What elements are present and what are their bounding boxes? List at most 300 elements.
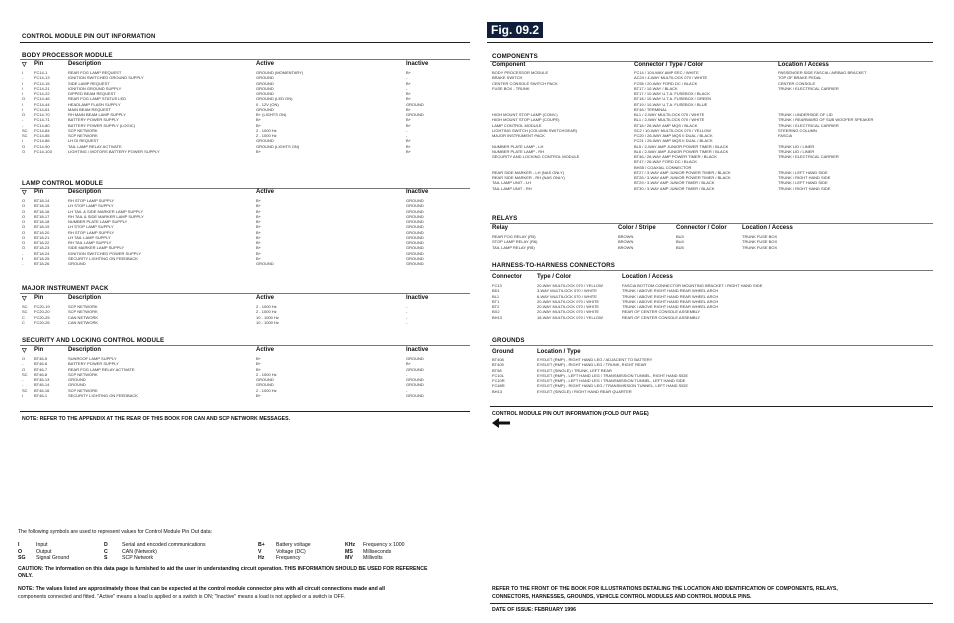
pin-type-cell: I (22, 80, 24, 86)
type-cell: 20-WAY MULTILOCK 070 / WHITE (537, 304, 600, 309)
component-cell: SECURITY AND LOCKING CONTROL MODULE (492, 154, 580, 159)
type-cell: 6-WAY MULTILOCK 070 / WHITE (537, 293, 597, 299)
inactive-cell: B+ (406, 143, 412, 149)
description-cell: GROUND (68, 377, 86, 382)
ground-cell: FC48R (492, 383, 505, 389)
symbol-entry (104, 542, 206, 548)
active-cell: B+ (256, 356, 262, 361)
harness-head-type: Type / Color (537, 274, 572, 280)
mip-title: MAJOR INSTRUMENT PACK (22, 285, 109, 292)
component-cell: HIGH MOUNT STOP LAMP (CONV.) (492, 112, 558, 117)
active-cell: B+ (256, 208, 262, 214)
description-cell: BATTERY POWER SUPPLY (68, 361, 119, 367)
pin-cell: FC14-46 (34, 96, 50, 102)
symbol-code: KHz (345, 542, 356, 548)
inactive-cell: GROUND (406, 213, 424, 219)
active-cell: B+ (256, 229, 262, 235)
location-cell: TRUNK / ABOVE RIGHT HAND REAR WHEEL ARCH (622, 293, 719, 299)
active-cell: 2 - 1000 Hz (256, 387, 277, 393)
header-left-title: CONTROL MODULE PIN OUT INFORMATION (22, 34, 156, 40)
location-cell: PASSENGER SIDE FASCIA / AIRBAG BRACKET (778, 70, 867, 75)
inactive-cell: GROUND (406, 229, 424, 235)
inactive-cell: GROUND (406, 101, 424, 107)
description-cell: SECURITY LIGHTING ON FEEDBACK (68, 255, 138, 261)
active-cell: B+ (256, 361, 262, 367)
connector-cell: BT19 / 10-WAY U.T.A. FUSEBOX / BLUE (634, 101, 708, 107)
inactive-cell: B+ (406, 117, 412, 123)
bpm-head-inactive: Inactive (406, 61, 429, 67)
pin-cell: FC14-21 (34, 85, 50, 91)
color-cell: BROWN (618, 234, 634, 239)
inactive-cell: GROUND (406, 377, 424, 382)
component-cell: REAR SIDE MARKER - LH (NAS ONLY) (492, 169, 565, 175)
ground-cell: BH13 (492, 388, 503, 394)
active-cell: B+ (256, 240, 262, 245)
location-cell: EYELET (RMP) - RIGHT HAND LEG / TRUNK, RIGHT REAR (537, 362, 647, 368)
active-cell: B+ (256, 213, 262, 219)
pin-cell: BT18-22 (34, 240, 50, 245)
inactive-cell: B+ (406, 91, 412, 96)
pin-cell: BT18-16 (34, 208, 50, 214)
description-cell: RH TAIL LAMP SUPPLY (68, 240, 112, 245)
left-bottom-rule (20, 411, 470, 412)
components-rule (490, 61, 933, 62)
description-cell: TAIL LAMP RELAY ACTIVATE (68, 143, 122, 149)
inactive-cell: GROUND (406, 208, 424, 214)
slcm-title: SECURITY AND LOCKING CONTROL MODULE (22, 337, 165, 344)
connector-cell: FC14 / 104-WAY AMP EEC / WHITE (634, 70, 699, 75)
bpm-title: BODY PROCESSOR MODULE (22, 52, 113, 59)
table-row (22, 393, 472, 398)
description-cell: LH TAIL & SIDE MARKER LAMP SUPPLY (68, 208, 144, 214)
symbol-entry (345, 542, 405, 548)
pin-type-cell: I (22, 138, 24, 144)
inactive-cell: - (406, 127, 408, 133)
description-cell: HEADLAMP FLASH SUPPLY (68, 101, 121, 107)
location-cell: EYELET (RMP) - LEFT HAND LEG / TRANSMISSION TUNNEL, LEFT HAND SIDE (537, 378, 686, 383)
connector-cell: FC55 / 20-WAY FORD DC / BLACK (634, 80, 698, 86)
inactive-cell: - (406, 319, 408, 325)
connector-cell: BT18 / 26-WAY AMP MQS / BLACK (634, 122, 698, 128)
components-title: COMPONENTS (492, 53, 538, 60)
component-cell: TAIL LAMP UNIT - RH (492, 185, 532, 191)
components-table (492, 70, 935, 208)
component-cell: TAIL LAMP UNIT - LH (492, 180, 531, 186)
connector-cell: BL6 / 2-WAY AMP JUNIOR POWER TIMER / BLACK (634, 148, 729, 154)
component-cell: CENTER CONSOLE SWITCH PACK (492, 80, 558, 86)
location-cell: TRUNK / RIGHT HAND SIDE (778, 185, 831, 191)
description-cell: CAN NETWORK (68, 314, 98, 320)
location-cell: TRUNK / ELECTRICAL CARRIER (778, 85, 839, 91)
symbol-code: I (18, 542, 20, 548)
inactive-cell: GROUND (406, 356, 424, 361)
pin-cell: FC14-90 (34, 143, 50, 149)
symbol-code: O (18, 548, 23, 555)
location-cell: REAR OF CENTER CONSOLE ASSEMBLY (622, 309, 701, 315)
description-cell: NUMBER PLATE LAMP SUPPLY (68, 219, 128, 224)
connector-cell: BT17 / 10-WAY / BLACK (634, 85, 678, 91)
mip-table (22, 304, 472, 328)
location-cell: TRUNK LID / LINER (778, 148, 815, 154)
active-cell: 10 - 1000 Hz (256, 314, 279, 320)
component-cell: BODY PROCESSOR MODULE (492, 70, 549, 75)
inactive-cell: - (406, 75, 408, 81)
grounds-title: GROUNDS (492, 337, 525, 344)
slcm-table (22, 356, 472, 402)
pin-type-cell: SC (22, 309, 28, 315)
active-cell: GROUND (256, 261, 274, 266)
ground-cell: BT409 (492, 362, 504, 368)
description-cell: SECURITY LIGHTING ON FEEDBACK (68, 392, 138, 398)
description-cell: RH MAIN BEAM LAMP SUPPLY (68, 112, 126, 117)
connector-cell: BT47 / 26-WAY FORD DC / BLACK (634, 159, 698, 165)
pin-cell: FC14-1 (34, 70, 48, 75)
component-cell: BRAKE SWITCH (492, 75, 523, 81)
description-cell: SUNROOF LAMP SUPPLY (68, 356, 117, 361)
pin-type-cell: C (22, 314, 25, 320)
description-cell: SCP NETWORK (68, 304, 98, 309)
description-cell: LIGHTING / MOTORS BATTERY POWER SUPPLY (68, 148, 160, 154)
pin-type-cell: - (22, 377, 24, 382)
connector-cell: BT28 / 3-WAY AMP JUNIOR POWER TIMER / BLACK (634, 175, 731, 180)
connector-cell: BT27 / 3-WAY AMP JUNIOR POWER TIMER / BLACK (634, 169, 731, 175)
pin-type-cell: O (22, 198, 26, 203)
active-cell: B+ (256, 122, 262, 128)
inactive-cell: GROUND (406, 366, 424, 372)
connector-cell: BU4 (676, 239, 684, 245)
lcm-head-description: Description (68, 189, 102, 195)
connector-cell: BL5 / 2-WAY AMP JUNIOR POWER TIMER / BLACK (634, 143, 729, 149)
symbol-code: Hz (258, 555, 265, 562)
pin-type-cell: O (22, 112, 26, 117)
pin-type-cell: SC (22, 127, 28, 133)
harness-head-location: Location / Access (622, 274, 673, 280)
active-cell: B+ (256, 148, 262, 154)
pin-type-cell: I (22, 70, 24, 75)
slcm-pin-icon: ▽ (22, 348, 27, 354)
symbols-intro: The following symbols are used to represent values for Control Module Pin Out data: (18, 529, 213, 535)
active-cell: B+ (256, 117, 262, 123)
table-row (492, 389, 935, 394)
pin-type-cell: I (22, 91, 24, 96)
description-cell: MAIN BEAM REQUEST (68, 106, 111, 112)
location-cell: TRUNK / RIGHT HAND SIDE (778, 175, 831, 180)
pin-type-cell: I (22, 392, 24, 398)
inactive-cell: B+ (406, 361, 412, 367)
active-cell: GROUND (256, 91, 274, 96)
symbol-code: C (104, 548, 108, 555)
pin-cell: FC14-44 (34, 101, 50, 107)
pin-type-cell: O (22, 245, 26, 251)
lcm-head-active: Active (256, 189, 275, 195)
lcm-title: LAMP CONTROL MODULE (22, 180, 103, 187)
location-cell: FASCIA (778, 133, 793, 138)
pin-type-cell: O (22, 219, 26, 224)
pin-type-cell: O (22, 96, 26, 102)
active-cell: 2 - 1000 Hz (256, 127, 277, 133)
symbol-code: B+ (258, 542, 265, 548)
inactive-cell: GROUND (406, 250, 424, 256)
components-head-location: Location / Access (778, 62, 829, 68)
active-cell: B+ (256, 366, 262, 372)
pin-type-cell: I (22, 85, 24, 91)
components-head-connector: Connector / Type / Color (634, 62, 704, 68)
location-cell: TRUNK FUSE BOX (742, 244, 778, 250)
pin-type-cell: SC (22, 133, 28, 138)
pin-cell: FC14-85 (34, 133, 50, 138)
symbol-entry (18, 542, 48, 548)
description-cell: SIDE MARKER LAMP SUPPLY (68, 245, 125, 251)
inactive-cell: GROUND (406, 234, 424, 240)
pin-type-cell: C (22, 319, 25, 325)
pin-type-cell: O (22, 213, 26, 219)
active-cell: GROUND (256, 138, 274, 144)
type-cell: 3-WAY MULTILOCK 070 / WHITE (537, 288, 597, 294)
connector-cell: BT17 / 10-WAY U.T.A. FUSEBOX / BLACK (634, 91, 710, 96)
pin-cell: BT46-5 (34, 356, 48, 361)
description-cell: SCP NETWORK (68, 371, 98, 377)
pin-cell: BT18-26 (34, 261, 50, 266)
lcm-table (22, 198, 472, 270)
table-row (22, 261, 472, 266)
slcm-head-pin: Pin (34, 347, 44, 353)
pin-cell: BT46-6 (34, 361, 48, 367)
symbol-meaning: Millivolts (363, 555, 383, 562)
active-cell: B+ (256, 392, 262, 398)
type-cell: 20-WAY MULTILOCK 070 / YELLOW (537, 283, 603, 288)
header-rule-left (20, 42, 470, 43)
inactive-cell: B+ (406, 80, 412, 86)
inactive-cell: - (406, 387, 408, 393)
inactive-cell: GROUND (406, 219, 424, 224)
relays-table (492, 234, 935, 252)
ground-cell: FC10L (492, 372, 505, 378)
mip-head-description: Description (68, 295, 102, 301)
relays-title: RELAYS (492, 215, 518, 222)
location-cell: TRUNK / ELECTRICAL CARRIER (778, 154, 839, 159)
inactive-cell: GROUND (406, 198, 424, 203)
description-cell: BATTERY POWER SUPPLY (LOGIC) (68, 122, 135, 128)
harness-head-connector: Connector (492, 274, 522, 280)
location-cell: EYELET (RMP) - LEFT HAND LEG / TRANSMISSION TUNNEL, RIGHT HAND SIDE (537, 372, 688, 378)
connector-cell: AC24 / 4-WAY MULTILOCK 070 / WHITE (634, 75, 708, 81)
symbol-code: MS (345, 548, 353, 555)
pin-cell: FC14-71 (34, 117, 50, 123)
slcm-head-description: Description (68, 347, 102, 353)
symbol-entry (258, 549, 306, 555)
active-cell: GROUND (LIGHTS ON) (256, 143, 300, 149)
table-row (492, 245, 935, 250)
active-cell: B+ (256, 219, 262, 224)
pin-cell: BT18-23 (34, 245, 50, 251)
pin-cell: FC14-61 (34, 106, 50, 112)
symbol-meaning: SCP Network (122, 555, 154, 562)
inactive-cell: - (406, 133, 408, 138)
left-arrow-icon (492, 418, 510, 428)
harness-rule (490, 270, 933, 271)
symbol-meaning: Voltage (DC) (276, 548, 306, 555)
description-cell: RH TAIL & SIDE MARKER LAMP SUPPLY (68, 213, 144, 219)
slcm-head-active: Active (256, 347, 275, 353)
connector-cell: BT18 / 10-WAY U.T.A. FUSEBOX / GREEN (634, 96, 712, 102)
pin-cell: BT46-7 (34, 366, 48, 372)
connector-cell: FC20 / 26-WAY AMP MQS II DUAL / BLACK (634, 133, 713, 138)
description-cell: LH STOP LAMP SUPPLY (68, 224, 114, 230)
pin-cell: BT18-20 (34, 229, 50, 235)
connector-cell: BL1 (492, 293, 500, 299)
caution-text: CAUTION: The information on this data page is furnished to aid the user in understanding circuit operation. THIS INFORMATION SHOULD BE USED FOR REFERENCE ONLY. (18, 566, 428, 579)
pin-type-cell: O (22, 229, 26, 235)
active-cell: B+ (256, 203, 262, 209)
pin-cell: BT46-13 (34, 377, 50, 382)
description-cell: RH STOP LAMP SUPPLY (68, 198, 115, 203)
refer-line-2: CONNECTORS, HARNESSES, GROUNDS, VEHICLE CONTROL MODULES AND CONTROL MODULE PINS. (492, 594, 752, 600)
mip-rule (20, 293, 470, 294)
mip-pin-icon: ▽ (22, 296, 27, 302)
description-cell: IGNITION GROUND SUPPLY (68, 85, 122, 91)
pin-cell: BT18-15 (34, 203, 50, 209)
symbol-entry (104, 555, 153, 561)
component-cell: MAJOR INSTRUMENT PACK (492, 133, 545, 138)
active-cell: B+ (256, 234, 262, 240)
description-cell: DIPPED BEAM REQUEST (68, 91, 116, 96)
location-cell: TRUNK / LEFT HAND SIDE (778, 180, 828, 186)
location-cell: EYELET (SINGLE) / RIGHT HAND REAR QUARTER (537, 388, 632, 394)
bpm-head-pin: Pin (34, 61, 44, 67)
connector-cell: BT2 (492, 304, 500, 309)
connector-cell: BL1 / 2-WAY MULTILOCK 070 / WHITE (634, 112, 705, 117)
symbol-code: D (104, 542, 108, 548)
table-row (492, 186, 935, 191)
pin-type-cell: I (22, 106, 24, 112)
symbol-entry (258, 555, 301, 561)
slcm-rule (20, 345, 470, 346)
note-line-1: NOTE: The values listed are approximately those that can be expected at the control module connector pins with all circuit connections made and all (18, 586, 385, 592)
grounds-head-location: Location / Type (537, 349, 581, 355)
component-cell: HIGH MOUNT STOP LAMP (COUPE) (492, 117, 560, 123)
pin-cell: BT18-21 (34, 234, 50, 240)
pin-type-cell: SC (22, 387, 28, 393)
inactive-cell: GROUND (406, 224, 424, 230)
inactive-cell: B+ (406, 70, 412, 75)
pin-cell: FC14-22 (34, 91, 50, 96)
symbol-meaning: Battery voltage (276, 542, 311, 548)
description-cell: LH STOP LAMP SUPPLY (68, 203, 114, 209)
component-cell: LAMP CONTROL MODULE (492, 122, 542, 128)
location-cell: TRUNK / LEFT HAND SIDE (778, 169, 828, 175)
location-cell: TRUNK / UNDERSIDE OF LID (778, 112, 833, 117)
connector-cell: BT46 / 26-WAY AMP POWER TIMER / BLACK (634, 154, 717, 159)
symbol-entry (18, 549, 52, 555)
lcm-pin-icon: ▽ (22, 190, 27, 196)
location-cell: CENTER CONSOLE (778, 80, 816, 86)
pin-cell: FC20-19 (34, 304, 50, 309)
inactive-cell: - (406, 371, 408, 377)
symbol-meaning: Serial and encoded communications (122, 542, 206, 548)
connector-cell: SC2 / 10-WAY MULTILOCK 070 / YELLOW (634, 127, 711, 133)
location-cell: REAR OF CENTER CONSOLE ASSEMBLY (622, 314, 701, 320)
active-cell: 2 - 1000 Hz (256, 304, 277, 309)
connector-cell: BH13 (492, 314, 503, 320)
inactive-cell: - (406, 85, 408, 91)
active-cell: B+ (256, 224, 262, 230)
bpm-head-active: Active (256, 61, 275, 67)
bpm-pin-icon: ▽ (22, 62, 27, 68)
right-mid-rule (490, 406, 933, 407)
location-cell: TRUNK / REARWARD OF SUB WOOFER SPEAKER (778, 117, 874, 123)
symbol-code: S (104, 555, 108, 562)
right-fold-out-ref: CONTROL MODULE PIN OUT INFORMATION (FOLD OUT PAGE) (492, 411, 649, 417)
symbol-meaning: Output (36, 548, 52, 555)
active-cell: GROUND (256, 377, 274, 382)
location-cell: TOP OF BRAKE PEDAL (778, 75, 822, 81)
type-cell: 20-WAY MULTILOCK 070 / WHITE (537, 298, 600, 304)
pin-type-cell: SC (22, 304, 28, 309)
location-cell: STEERING COLUMN (778, 127, 817, 133)
slcm-head-inactive: Inactive (406, 347, 429, 353)
pin-type-cell: - (22, 75, 24, 81)
ground-cell: FC10R (492, 378, 505, 383)
mip-head-pin: Pin (34, 295, 44, 301)
pin-cell: FC14-84 (34, 127, 50, 133)
location-cell: TRUNK / ABOVE RIGHT HAND REAR WHEEL ARCH (622, 298, 719, 304)
pin-cell: FC20-20 (34, 309, 50, 315)
pin-cell: FC14-15 (34, 80, 50, 86)
pin-type-cell: - (22, 250, 24, 256)
pin-type-cell: O (22, 148, 26, 154)
pin-cell: FC20-25 (34, 314, 50, 320)
components-head-component: Component (492, 62, 526, 68)
component-cell: NUMBER PLATE LAMP - LH (492, 143, 544, 149)
relays-head-location: Location / Access (742, 225, 793, 231)
description-cell: REAR FOG LAMP STATUS LED (68, 96, 127, 102)
active-cell: GROUND (256, 106, 274, 112)
header-rule-right (487, 42, 933, 43)
location-cell: EYELET (RMP) - RIGHT HAND LEG / ADJACENT TO BATTERY (537, 357, 653, 362)
location-cell: EYELET (SINGLE) / TRUNK, LEFT REAR (537, 367, 612, 373)
pin-type-cell: O (22, 224, 26, 230)
table-row (22, 149, 472, 154)
refer-line-1: REFER TO THE FRONT OF THE BOOK FOR ILLUSTRATIONS DETAILING THE LOCATION AND IDENTIFICATION OF COMPONENTS, RELAYS, (492, 586, 838, 592)
pin-type-cell: O (22, 240, 26, 245)
pin-cell: FC14-70 (34, 112, 50, 117)
mip-head-inactive: Inactive (406, 295, 429, 301)
active-cell: GROUND (256, 85, 274, 91)
active-cell: GROUND (LED ON) (256, 96, 293, 102)
date-of-issue: DATE OF ISSUE: FEBRUARY 1996 (492, 607, 577, 613)
symbol-code: V (258, 548, 262, 555)
date-rule (490, 603, 933, 604)
pin-type-cell: O (22, 208, 26, 214)
bpm-head-description: Description (68, 61, 102, 67)
inactive-cell: B+ (406, 122, 412, 128)
active-cell: B+ (256, 198, 262, 203)
pin-type-cell: I (22, 255, 24, 261)
bpm-rule (20, 59, 470, 60)
pin-cell: FC20-26 (34, 319, 50, 325)
description-cell: LH TAIL LAMP SUPPLY (68, 234, 111, 240)
type-cell: 20-WAY MULTILOCK 070 / WHITE (537, 309, 600, 315)
inactive-cell: B+ (406, 106, 412, 112)
pin-type-cell: I (22, 101, 24, 107)
connector-cell: FC21 / 26-WAY AMP MQS II DUAL / BLACK (634, 138, 713, 144)
connector-cell: BT30 / 3-WAY AMP JUNIOR TIMER / BLACK (634, 185, 715, 191)
description-cell: RH STOP LAMP SUPPLY (68, 229, 115, 235)
location-cell: TRUNK / ELECTRICAL CARRIER (778, 122, 839, 128)
left-note: NOTE: REFER TO THE APPENDIX AT THE REAR OF THIS BOOK FOR CAN AND SCP NETWORK MESSAGES. (22, 416, 291, 422)
location-cell: TRUNK FUSE BOX (742, 239, 778, 245)
note-line-2: components connected and fitted. "Active" means a load is applied or a switch is ON; "Inactive" means a load is not applied or a switch is OFF. (18, 594, 345, 600)
